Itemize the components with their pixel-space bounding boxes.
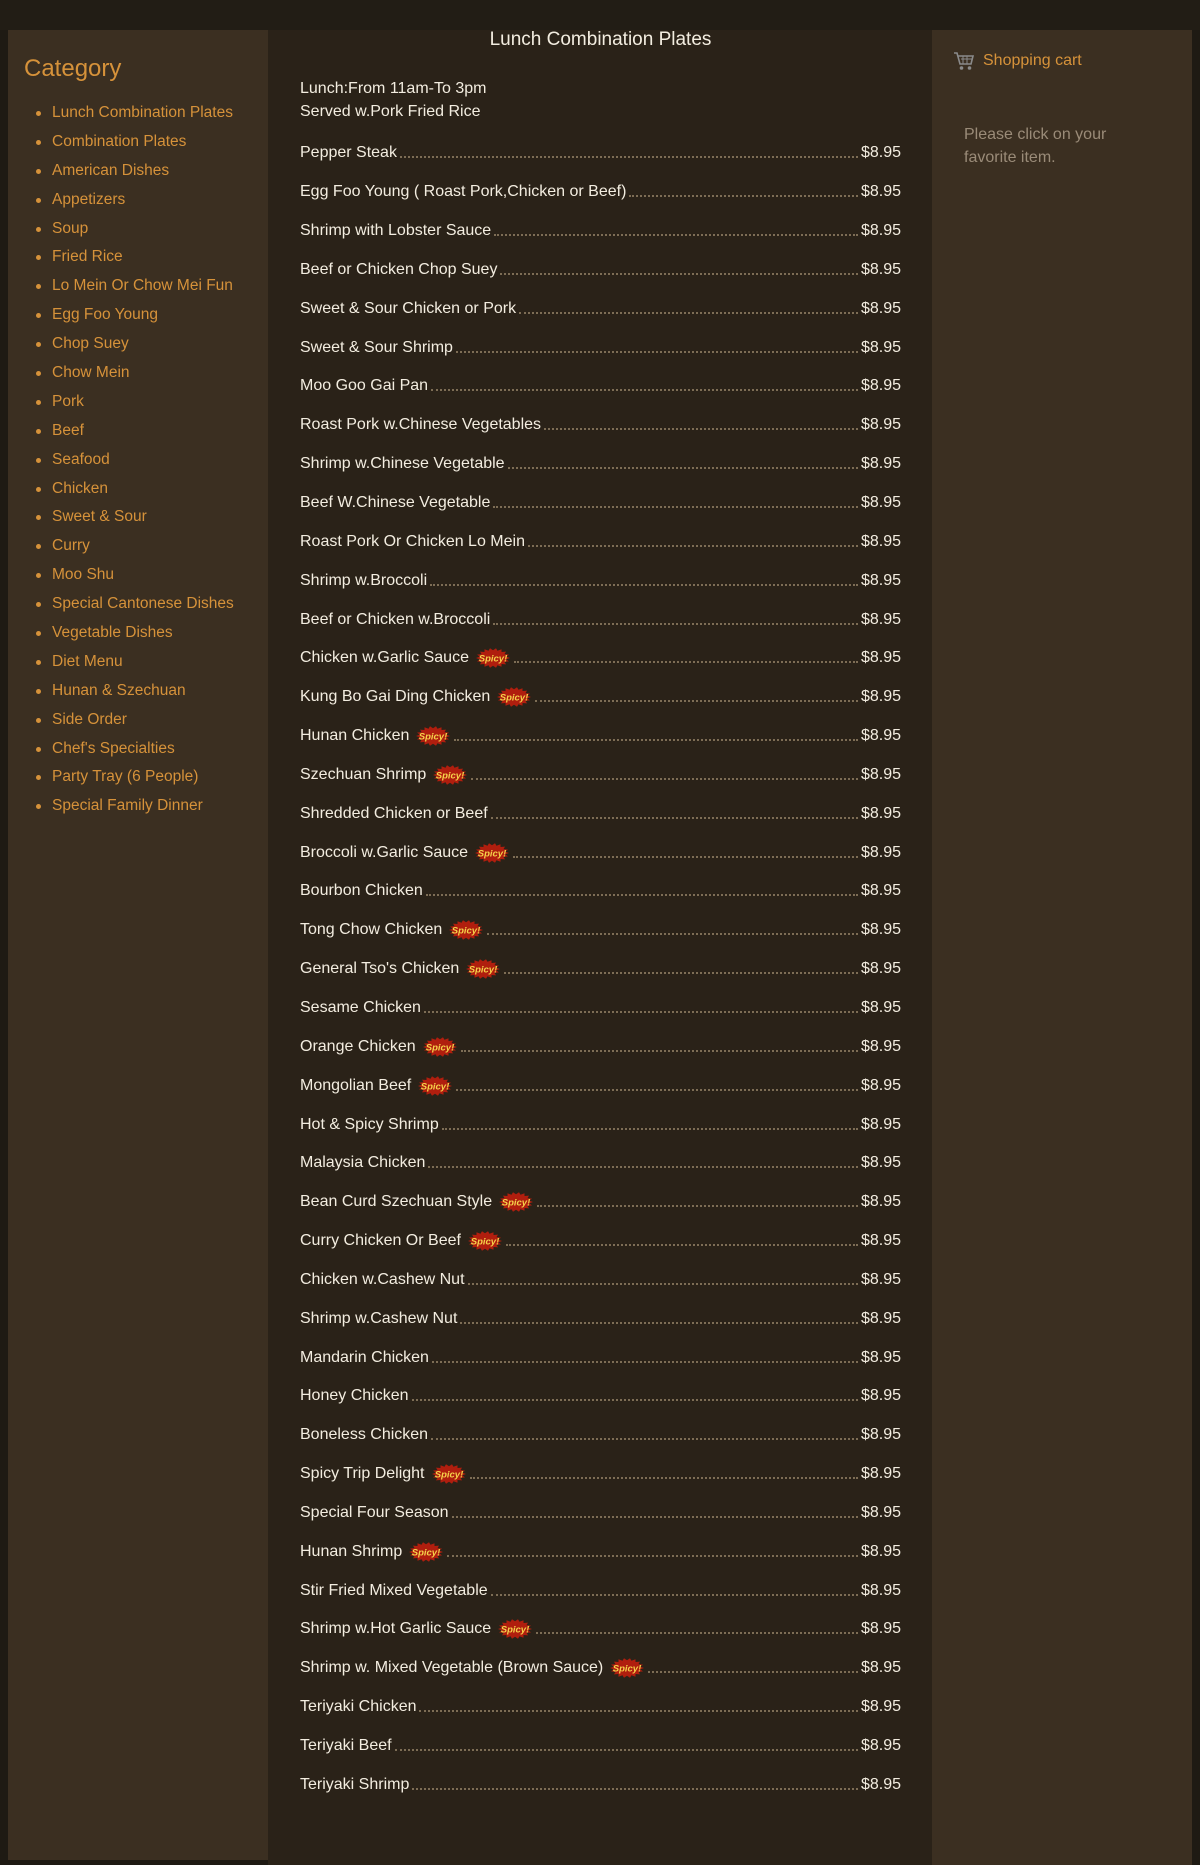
spicy-badge-icon — [415, 725, 451, 747]
menu-item-name[interactable]: Hunan Shrimp — [300, 1542, 403, 1560]
menu-item-name[interactable]: Chicken w.Garlic Sauce — [300, 649, 469, 667]
category-item[interactable]: Hunan & Szechuan — [36, 681, 268, 710]
category-item[interactable]: Lo Mein Or Chow Mei Fun — [36, 276, 268, 305]
menu-item[interactable] — [300, 1260, 901, 1299]
menu-item-price: $8.95 — [860, 882, 901, 900]
menu-item[interactable] — [300, 1455, 901, 1494]
dot-leader — [452, 1516, 858, 1518]
menu-item-price: $8.95 — [860, 960, 901, 978]
menu-item-name[interactable]: Shrimp with Lobster Sauce — [300, 222, 492, 240]
menu-item[interactable] — [300, 911, 901, 950]
menu-item-price: $8.95 — [860, 1115, 901, 1133]
spicy-badge-text: Spicy! — [500, 692, 529, 704]
category-item[interactable]: Special Family Dinner — [36, 796, 268, 825]
category-sidebar — [8, 30, 268, 1860]
spicy-badge-icon — [474, 842, 510, 864]
dot-leader — [395, 1749, 858, 1751]
shopping-cart-icon — [953, 51, 975, 71]
category-item[interactable]: Seafood — [36, 450, 268, 479]
menu-item[interactable] — [300, 950, 901, 989]
dot-leader — [431, 1438, 858, 1440]
category-item[interactable]: Moo Shu — [36, 565, 268, 594]
dot-leader — [460, 1322, 858, 1324]
menu-item-name[interactable]: Sweet & Sour Chicken or Pork — [300, 299, 517, 317]
menu-item-price: $8.95 — [860, 998, 901, 1016]
menu-item[interactable] — [300, 1144, 901, 1183]
spicy-badge-icon — [408, 1541, 444, 1563]
menu-item-price: $8.95 — [860, 1232, 901, 1250]
menu-item-price: $8.95 — [860, 1659, 901, 1677]
menu-item[interactable] — [300, 251, 901, 290]
spicy-badge-text: Spicy! — [434, 1469, 463, 1481]
dot-leader — [500, 273, 858, 275]
spicy-badge-text: Spicy! — [613, 1663, 642, 1675]
dot-leader — [456, 351, 858, 353]
menu-item-price: $8.95 — [860, 649, 901, 667]
dot-leader — [456, 1089, 858, 1091]
menu-item[interactable] — [300, 484, 901, 523]
menu-item[interactable] — [300, 212, 901, 251]
menu-item-name[interactable]: Hot & Spicy Shrimp — [300, 1115, 439, 1133]
dot-leader — [506, 1244, 858, 1246]
dot-leader — [426, 894, 858, 896]
spicy-badge-icon — [498, 1191, 534, 1213]
menu-item[interactable] — [300, 173, 901, 212]
menu-item[interactable] — [300, 717, 901, 756]
dot-leader — [447, 1555, 858, 1557]
menu-item[interactable] — [300, 1571, 901, 1610]
category-item[interactable]: Special Cantonese Dishes — [36, 594, 268, 623]
shopping-cart-panel — [932, 30, 1192, 1865]
menu-item-name[interactable]: Egg Foo Young ( Roast Pork,Chicken or Beef) — [300, 183, 627, 201]
menu-item-name[interactable]: Shrimp w. Mixed Vegetable (Brown Sauce) — [300, 1659, 604, 1677]
menu-item-price: $8.95 — [860, 455, 901, 473]
spicy-badge-icon — [609, 1657, 645, 1679]
menu-item-price: $8.95 — [860, 1775, 901, 1793]
cart-empty-message: Please click on your favorite item. — [964, 126, 1107, 166]
spicy-badge-icon — [417, 1075, 453, 1097]
dot-leader — [648, 1671, 858, 1673]
spicy-badge-icon — [431, 1463, 467, 1485]
spicy-badge-icon — [465, 958, 501, 980]
menu-item[interactable] — [300, 1105, 901, 1144]
category-item[interactable]: Curry — [36, 536, 268, 565]
lunch-served-with: Served w.Pork Fried Rice — [300, 103, 481, 120]
menu-item-name[interactable]: Teriyaki Beef — [300, 1737, 392, 1755]
category-item[interactable]: Vegetable Dishes — [36, 623, 268, 652]
dot-leader — [508, 467, 858, 469]
menu-item[interactable] — [300, 872, 901, 911]
menu-item-name[interactable]: Broccoli w.Garlic Sauce — [300, 843, 469, 861]
dot-leader — [491, 817, 858, 819]
menu-item[interactable] — [300, 639, 901, 678]
menu-item-name[interactable]: Beef or Chicken w.Broccoli — [300, 610, 491, 628]
dot-leader — [514, 661, 858, 663]
dot-leader — [461, 1050, 858, 1052]
dot-leader — [493, 506, 858, 508]
category-item[interactable]: Appetizers — [36, 190, 268, 219]
category-item[interactable]: Pork — [36, 392, 268, 421]
spicy-badge-text: Spicy! — [452, 925, 481, 937]
dot-leader — [519, 312, 858, 314]
spicy-badge-icon — [467, 1230, 503, 1252]
menu-item-price: $8.95 — [860, 765, 901, 783]
menu-item-price: $8.95 — [860, 144, 901, 162]
menu-item-name[interactable]: Shrimp w.Hot Garlic Sauce — [300, 1620, 492, 1638]
menu-item-name[interactable]: Roast Pork Or Chicken Lo Mein — [300, 532, 525, 550]
menu-item-price: $8.95 — [860, 1309, 901, 1327]
spicy-badge-text: Spicy! — [412, 1547, 441, 1559]
menu-item[interactable] — [300, 561, 901, 600]
menu-item[interactable] — [300, 678, 901, 717]
menu-item[interactable] — [300, 1610, 901, 1649]
menu-item[interactable] — [300, 1532, 901, 1571]
spicy-badge-icon — [432, 764, 468, 786]
lunch-info — [300, 77, 901, 123]
dot-leader — [544, 428, 858, 430]
dot-leader — [528, 545, 858, 547]
menu-item-price: $8.95 — [860, 921, 901, 939]
lunch-hours: Lunch:From 11am-To 3pm — [300, 80, 487, 97]
menu-item[interactable] — [300, 289, 901, 328]
menu-item[interactable] — [300, 1727, 901, 1766]
menu-item[interactable] — [300, 522, 901, 561]
shopping-cart-label[interactable]: Shopping cart — [983, 52, 1082, 69]
menu-item[interactable] — [300, 134, 901, 173]
category-item[interactable]: Chicken — [36, 479, 268, 508]
menu-item-name[interactable]: Curry Chicken Or Beef — [300, 1232, 461, 1250]
dot-leader — [536, 1632, 858, 1634]
menu-item[interactable] — [300, 1377, 901, 1416]
menu-item-name[interactable]: Hunan Chicken — [300, 727, 410, 745]
dot-leader — [494, 234, 858, 236]
dot-leader — [431, 389, 858, 391]
menu-item-name[interactable]: Tong Chow Chicken — [300, 921, 443, 939]
dot-leader — [629, 195, 858, 197]
menu-item[interactable] — [300, 1494, 901, 1533]
top-bar — [0, 0, 1200, 30]
menu-item-price: $8.95 — [860, 1193, 901, 1211]
menu-item[interactable] — [300, 1183, 901, 1222]
menu-item-name[interactable]: Shrimp w.Broccoli — [300, 571, 428, 589]
spicy-badge-text: Spicy! — [469, 964, 498, 976]
menu-item-name[interactable]: Shrimp w.Cashew Nut — [300, 1309, 458, 1327]
dot-leader — [432, 1361, 858, 1363]
category-item[interactable]: Sweet & Sour — [36, 507, 268, 536]
menu-item-price: $8.95 — [860, 804, 901, 822]
menu-item-name[interactable]: Stir Fried Mixed Vegetable — [300, 1581, 488, 1599]
dot-leader — [442, 1128, 858, 1130]
menu-item-name[interactable]: Bourbon Chicken — [300, 882, 423, 900]
menu-item-name[interactable]: Sesame Chicken — [300, 998, 421, 1016]
menu-item-name[interactable]: Chicken w.Cashew Nut — [300, 1270, 465, 1288]
menu-item-price: $8.95 — [860, 571, 901, 589]
menu-item-name[interactable]: Shredded Chicken or Beef — [300, 804, 488, 822]
menu-item-list — [300, 134, 901, 1804]
spicy-badge-icon — [422, 1036, 458, 1058]
menu-item-name[interactable]: Mandarin Chicken — [300, 1348, 429, 1366]
menu-item-name[interactable]: Pepper Steak — [300, 144, 397, 162]
menu-item-name[interactable]: Kung Bo Gai Ding Chicken — [300, 688, 491, 706]
menu-item[interactable] — [300, 794, 901, 833]
spicy-badge-icon — [497, 1618, 533, 1640]
menu-item-name[interactable]: Orange Chicken — [300, 1037, 416, 1055]
dot-leader — [535, 700, 858, 702]
category-item[interactable]: Soup — [36, 219, 268, 248]
menu-item[interactable] — [300, 833, 901, 872]
category-item[interactable]: Combination Plates — [36, 132, 268, 161]
category-item[interactable]: Diet Menu — [36, 652, 268, 681]
menu-item[interactable] — [300, 1649, 901, 1688]
category-item[interactable]: Lunch Combination Plates — [36, 103, 268, 132]
menu-item-name[interactable]: Special Four Season — [300, 1503, 449, 1521]
menu-item-price: $8.95 — [860, 1620, 901, 1638]
menu-item-name[interactable]: Bean Curd Szechuan Style — [300, 1193, 493, 1211]
menu-item[interactable] — [300, 1066, 901, 1105]
menu-item[interactable] — [300, 989, 901, 1028]
spicy-badge-text: Spicy! — [436, 770, 465, 782]
menu-item-name[interactable]: Mongolian Beef — [300, 1076, 412, 1094]
menu-item-price: $8.95 — [860, 532, 901, 550]
menu-item[interactable] — [300, 600, 901, 639]
category-item[interactable]: Side Order — [36, 710, 268, 739]
dot-leader — [468, 1283, 858, 1285]
menu-item-price: $8.95 — [860, 1154, 901, 1172]
dot-leader — [430, 584, 858, 586]
spicy-badge-icon — [475, 647, 511, 669]
menu-item-price: $8.95 — [860, 1542, 901, 1560]
dot-leader — [419, 1710, 857, 1712]
shopping-cart-link[interactable] — [953, 51, 1082, 71]
menu-item-name[interactable]: Malaysia Chicken — [300, 1154, 426, 1172]
category-list — [8, 103, 268, 825]
menu-item-name[interactable]: Beef or Chicken Chop Suey — [300, 260, 498, 278]
spicy-badge-text: Spicy! — [501, 1197, 531, 1209]
category-item[interactable]: Egg Foo Young — [36, 305, 268, 334]
menu-item-price: $8.95 — [860, 1426, 901, 1444]
dot-leader — [537, 1205, 858, 1207]
spicy-badge-text: Spicy! — [500, 1624, 530, 1636]
category-item[interactable]: Party Tray (6 People) — [36, 767, 268, 796]
menu-item-price: $8.95 — [860, 183, 901, 201]
category-item[interactable]: Chef's Specialties — [36, 739, 268, 768]
category-title: Category — [24, 55, 122, 82]
menu-item-name[interactable]: Boneless Chicken — [300, 1426, 429, 1444]
menu-main — [268, 30, 932, 1865]
menu-item-price: $8.95 — [860, 260, 901, 278]
spicy-badge-text: Spicy! — [420, 1081, 450, 1093]
menu-item-price: $8.95 — [860, 494, 901, 512]
category-item[interactable]: American Dishes — [36, 161, 268, 190]
menu-item-price: $8.95 — [860, 1270, 901, 1288]
menu-item-price: $8.95 — [860, 222, 901, 240]
category-item[interactable]: Chop Suey — [36, 334, 268, 363]
menu-item-price: $8.95 — [860, 1348, 901, 1366]
menu-item[interactable] — [300, 1416, 901, 1455]
menu-item-name[interactable]: Spicy Trip Delight — [300, 1465, 425, 1483]
menu-item-price: $8.95 — [860, 1737, 901, 1755]
menu-item-price: $8.95 — [860, 338, 901, 356]
menu-item-price: $8.95 — [860, 416, 901, 434]
menu-item-name[interactable]: Sweet & Sour Shrimp — [300, 338, 453, 356]
dot-leader — [504, 972, 858, 974]
menu-item[interactable] — [300, 1299, 901, 1338]
menu-item[interactable] — [300, 1765, 901, 1804]
dot-leader — [487, 933, 858, 935]
category-item[interactable]: Fried Rice — [36, 247, 268, 276]
dot-leader — [412, 1399, 858, 1401]
menu-item-price: $8.95 — [860, 1503, 901, 1521]
menu-item-name[interactable]: Roast Pork w.Chinese Vegetables — [300, 416, 542, 434]
category-item[interactable]: Beef — [36, 421, 268, 450]
page-title: Lunch Combination Plates — [489, 29, 712, 50]
menu-item-price: $8.95 — [860, 1698, 901, 1716]
menu-item-price: $8.95 — [860, 1076, 901, 1094]
menu-item-price: $8.95 — [860, 843, 901, 861]
menu-item-price: $8.95 — [860, 688, 901, 706]
menu-item-price: $8.95 — [860, 727, 901, 745]
menu-item-price: $8.95 — [860, 377, 901, 395]
menu-item-name[interactable]: Honey Chicken — [300, 1387, 409, 1405]
menu-item-name[interactable]: Teriyaki Shrimp — [300, 1775, 410, 1793]
menu-item-name[interactable]: General Tso's Chicken — [300, 960, 460, 978]
menu-item-price: $8.95 — [860, 1465, 901, 1483]
spicy-badge-text: Spicy! — [425, 1042, 454, 1054]
menu-item-price: $8.95 — [860, 610, 901, 628]
dot-leader — [470, 1477, 858, 1479]
spicy-badge-icon — [448, 919, 484, 941]
menu-item[interactable] — [300, 1027, 901, 1066]
menu-item-name[interactable]: Szechuan Shrimp — [300, 765, 427, 783]
menu-item-name[interactable]: Shrimp w.Chinese Vegetable — [300, 455, 505, 473]
menu-item-price: $8.95 — [860, 1037, 901, 1055]
menu-item[interactable] — [300, 328, 901, 367]
spicy-badge-text: Spicy! — [470, 1236, 500, 1248]
menu-item[interactable] — [300, 1338, 901, 1377]
dot-leader — [428, 1166, 858, 1168]
dot-leader — [424, 1011, 858, 1013]
menu-item-price: $8.95 — [860, 1387, 901, 1405]
dot-leader — [400, 156, 858, 158]
menu-item[interactable] — [300, 406, 901, 445]
menu-item-name[interactable]: Beef W.Chinese Vegetable — [300, 494, 491, 512]
spicy-badge-icon — [496, 686, 532, 708]
dot-leader — [454, 739, 858, 741]
dot-leader — [513, 856, 858, 858]
spicy-badge-text: Spicy! — [419, 731, 448, 743]
menu-item-name[interactable]: Teriyaki Chicken — [300, 1698, 417, 1716]
menu-item[interactable] — [300, 756, 901, 795]
menu-item-price: $8.95 — [860, 1581, 901, 1599]
menu-item-name[interactable]: Moo Goo Gai Pan — [300, 377, 429, 395]
menu-item-price: $8.95 — [860, 299, 901, 317]
menu-item[interactable] — [300, 1688, 901, 1727]
menu-item[interactable] — [300, 445, 901, 484]
dot-leader — [493, 623, 858, 625]
category-item[interactable]: Chow Mein — [36, 363, 268, 392]
menu-item[interactable] — [300, 367, 901, 406]
menu-item[interactable] — [300, 1222, 901, 1261]
spicy-badge-text: Spicy! — [478, 653, 508, 665]
dot-leader — [412, 1788, 858, 1790]
dot-leader — [491, 1594, 858, 1596]
spicy-badge-text: Spicy! — [477, 848, 507, 860]
dot-leader — [471, 778, 858, 780]
